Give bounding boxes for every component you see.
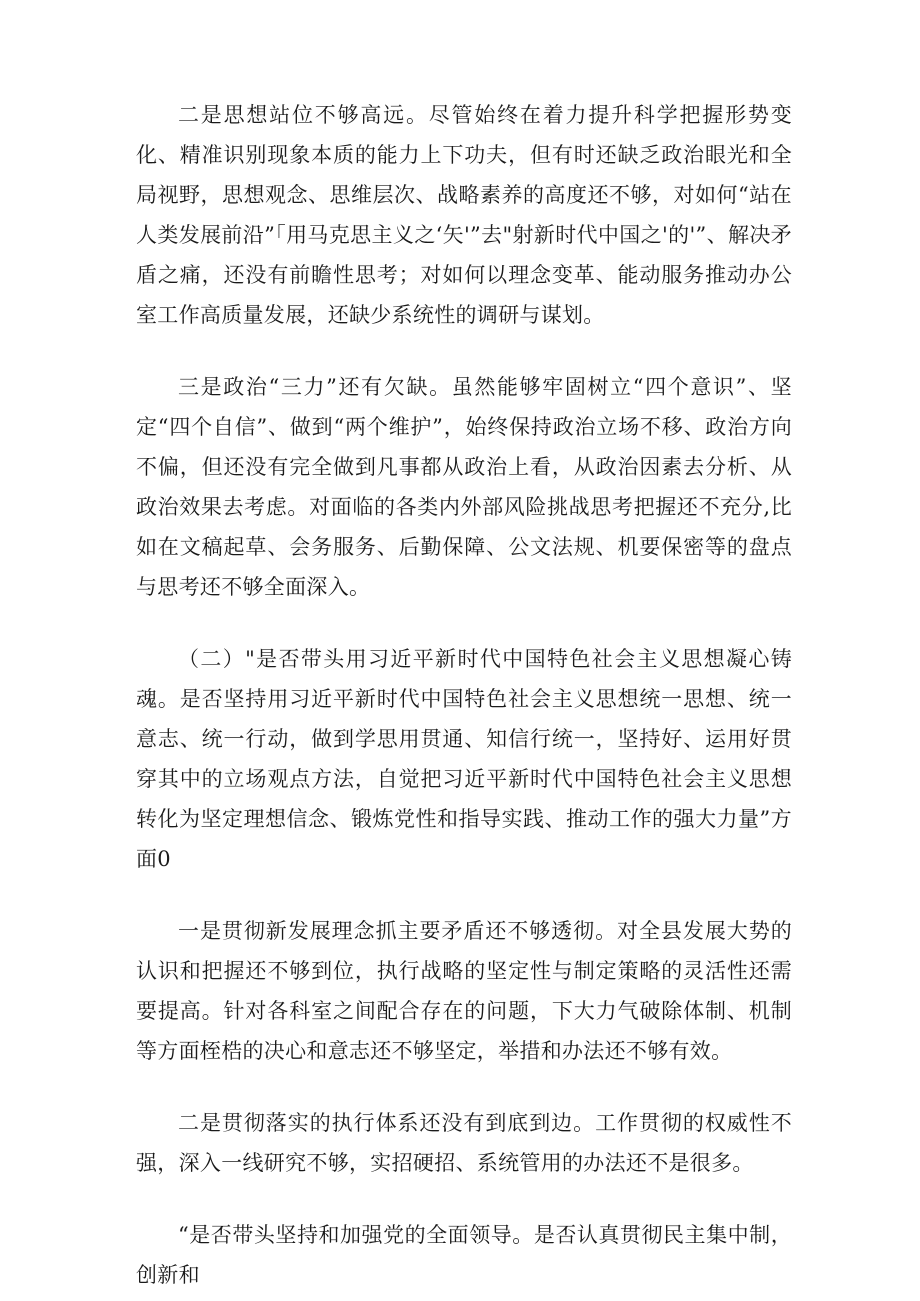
- paragraph-political-abilities: 三是政治“三力”还有欠缺。虽然能够牢固树立“四个意识”、坚定“四个自信”、做到“两个维护”，始终保持政治立场不移、政治方向不偏，但还没有完全做到凡事都从政治上看，从政治因素去分析、从政治效果去考虑。对面临的各类内外部风险挑战思考把握还不充分,比如在文稿起草、会务服务、后勤保障、公文法规、机要保密等的盘点与思考还不够全面深入。: [136, 375, 792, 599]
- paragraph-new-development-concept: 一是贯彻新发展理念抓主要矛盾还不够透彻。对全县发展大势的认识和把握还不够到位，执行战略的坚定性与制定策略的灵活性还需要提高。针对各科室之间配合存在的问题，下大力气破除体制、机制等方面桎梏的决心和意志还不够坚定，举措和办法还不够有效。: [136, 919, 792, 1063]
- paragraph-section-two-heading: （二）"是否带头用习近平新时代中国特色社会主义思想凝心铸魂。是否坚持用习近平新时代中国特色社会主义思想统一思想、统一意志、统一行动，做到学思用贯通、知信行统一，坚持好、运用好贯穿其中的立场观点方法，自觉把习近平新时代中国特色社会主义思想转化为坚定理想信念、锻炼党性和指导实践、推动工作的强大力量”方面0: [136, 647, 792, 871]
- paragraph-execution-system: 二是贯彻落实的执行体系还没有到底到边。工作贯彻的权威性不强，深入一线研究不够，实招硬招、系统管用的办法还不是很多。: [136, 1111, 792, 1175]
- paragraph-party-leadership: “是否带头坚持和加强党的全面领导。是否认真贯彻民主集中制，创新和: [136, 1223, 792, 1287]
- paragraph-thinking-position: 二是思想站位不够高远。尽管始终在着力提升科学把握形势变化、精准识别现象本质的能力上下功夫，但有时还缺乏政治眼光和全局视野，思想观念、思维层次、战略素养的高度还不够，对如何“站在人类发展前沿”「用马克思主义之‘矢'”去"射新时代中国之'的'”、解决矛盾之痛，还没有前瞻性思考；对如何以理念变革、能动服务推动办公室工作高质量发展，还缺少系统性的调研与谋划。: [136, 103, 792, 327]
